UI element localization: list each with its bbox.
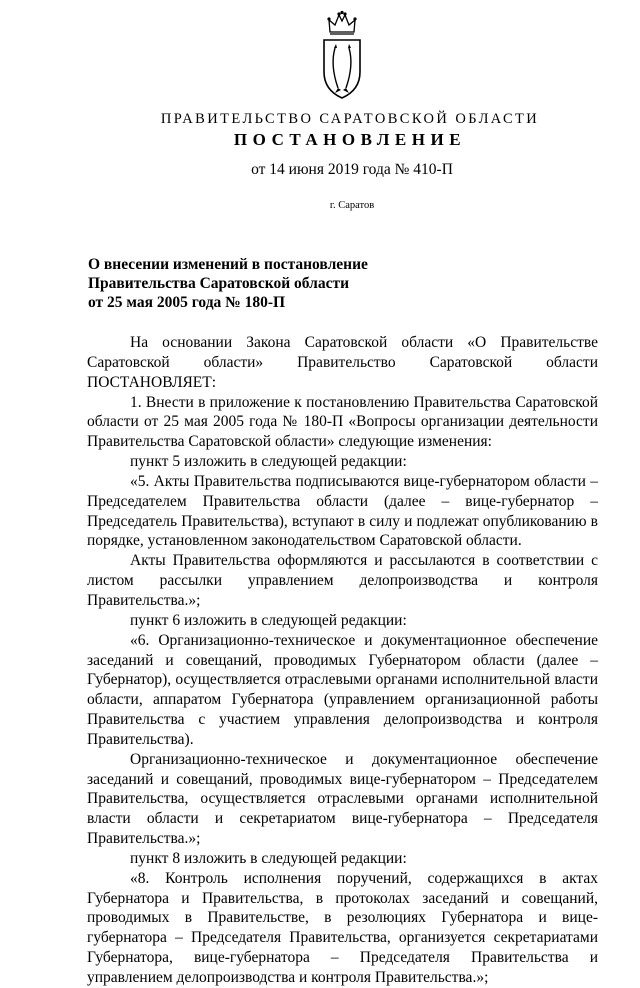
body-paragraph: «6. Организационно-техническое и документационное обеспечение заседаний и совещаний, проводимых Губернатором области (далее – Губернатор), осуществляется отраслевыми органами исполнительной власти области, аппаратом Губернатора (управлением организационной работы Правительства с участием управления делопроизводства и контроля Правительства). (87, 631, 598, 748)
document-city: г. Саратов (329, 200, 375, 211)
document-subject (88, 255, 488, 312)
subject-line: О внесении изменений в постановление (88, 256, 368, 273)
subject-line: Правительства Саратовской области (88, 275, 349, 292)
body-paragraph: Акты Правительства оформляются и рассылаются в соответствии с листом рассылки управлением делопроизводства и контроля Правительства.»; (87, 552, 598, 609)
body-paragraph: пункт 8 изложить в следующей редакции: (130, 849, 407, 867)
body-paragraph: Организационно-техническое и документационное обеспечение заседаний и совещаний, проводимых вице-губернатором – Председателем Правительства, осуществляется отраслевыми органами исполнительной власти области и секретариатом вице-губернатора – Председателя Правительства.»; (87, 750, 598, 848)
document-date-number: от 14 июня 2019 года № 410-П (251, 161, 453, 178)
subject-line: от 25 мая 2005 года № 180-П (88, 294, 286, 311)
document-type: ПОСТАНОВЛЕНИЕ (233, 130, 467, 149)
body-paragraph: пункт 6 изложить в следующей редакции: (130, 611, 407, 629)
body-paragraph: «5. Акты Правительства подписываются вице-губернатором области – Председателем Правительства области (далее – вице-губернатор – Председатель Правительства), вступают в силу и подлежат опубликованию в порядке, установленном законодательством Саратовской области. (87, 472, 598, 550)
body-paragraph: «8. Контроль исполнения поручений, содержащихся в актах Губернатора и Правительства, в протоколах заседаний и совещаний, проводимых в Правительстве, в резолюциях Губернатора и вице-губернатора – Председателя Правительства, организуется секретариатами Губернатора, вице-губернатора – Председателя Правительства и управлением делопроизводства и контроля Правительства.»; (87, 869, 598, 986)
body-paragraph: пункт 5 изложить в следующей редакции: (130, 453, 407, 471)
body-paragraph: 1. Внести в приложение к постановлению Правительства Саратовской области от 25 мая 2005 года № 180-П «Вопросы организации деятельности Правительства Саратовской области» следующие изменения: (87, 393, 598, 451)
body-paragraph: На основании Закона Саратовской области «О Правительстве Саратовской области» Правительство Саратовской области ПОСТАНОВЛЯЕТ: (87, 334, 598, 391)
document-body (87, 333, 598, 988)
organization-name: ПРАВИТЕЛЬСТВО САРАТОВСКОЙ ОБЛАСТИ (160, 111, 540, 127)
coat-of-arms-icon (316, 10, 368, 102)
